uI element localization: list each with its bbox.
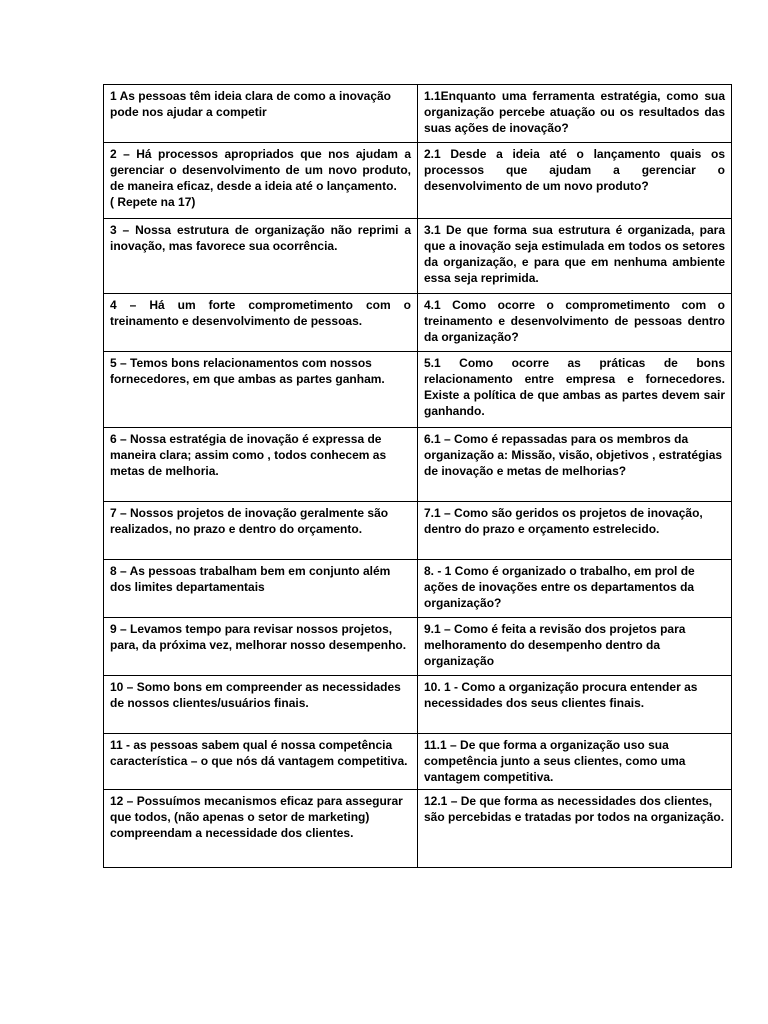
question-cell: 5.1 Como ocorre as práticas de bons relacionamento entre empresa e fornecedores. Existe a política de que ambas as partes devem sair ganhando. [418,352,732,428]
question-cell: 7.1 – Como são geridos os projetos de inovação, dentro do prazo e orçamento estrelecido. [418,502,732,560]
question-cell: 1.1Enquanto uma ferramenta estratégia, como sua organização percebe atuação ou os resultados das suas ações de inovação? [418,85,732,143]
question-cell: 4.1 Como ocorre o comprometimento com o treinamento e desenvolvimento de pessoas dentro da organização? [418,294,732,352]
statement-cell: 11 - as pessoas sabem qual é nossa competência característica – o que nós dá vantagem competitiva. [104,734,418,790]
question-cell: 10. 1 - Como a organização procura entender as necessidades dos seus clientes finais. [418,676,732,734]
statement-cell: 9 – Levamos tempo para revisar nossos projetos, para, da próxima vez, melhorar nosso desempenho. [104,618,418,676]
question-cell: 8. - 1 Como é organizado o trabalho, em prol de ações de inovações entre os departamentos da organização? [418,560,732,618]
question-cell: 12.1 – De que forma as necessidades dos clientes, são percebidas e tratadas por todos na organização. [418,790,732,868]
repeat-note: ( Repete na 17) [110,195,196,209]
statement-cell [104,143,418,219]
statement-cell: 7 – Nossos projetos de inovação geralmente são realizados, no prazo e dentro do orçamento. [104,502,418,560]
statement-cell: 4 – Há um forte comprometimento com o treinamento e desenvolvimento de pessoas. [104,294,418,352]
statement-cell: 10 – Somo bons em compreender as necessidades de nossos clientes/usuários finais. [104,676,418,734]
statement-cell: 5 – Temos bons relacionamentos com nossos fornecedores, em que ambas as partes ganham. [104,352,418,428]
table-row [104,143,732,219]
table-row [104,618,732,676]
question-cell: 9.1 – Como é feita a revisão dos projetos para melhoramento do desempenho dentro da organização [418,618,732,676]
question-table [103,84,732,868]
table-row [104,428,732,502]
table-row [104,790,732,868]
table-row [104,734,732,790]
table-row [104,352,732,428]
table-row [104,560,732,618]
statement-cell: 12 – Possuímos mecanismos eficaz para assegurar que todos, (não apenas o setor de marketing) compreendam a necessidade dos clientes. [104,790,418,868]
table-row [104,502,732,560]
statement-text: 2 – Há processos apropriados que nos ajudam a gerenciar o desenvolvimento de um novo produto, de maneira eficaz, desde a ideia até o lançamento. [110,147,411,193]
table-row [104,676,732,734]
question-cell: 3.1 De que forma sua estrutura é organizada, para que a inovação seja estimulada em todos os setores da organização, e para que em nenhuma ambiente essa seja reprimida. [418,219,732,294]
statement-cell: 1 As pessoas têm ideia clara de como a inovação pode nos ajudar a competir [104,85,418,143]
table-row [104,294,732,352]
statement-cell: 6 – Nossa estratégia de inovação é expressa de maneira clara; assim como , todos conhecem as metas de melhoria. [104,428,418,502]
question-cell: 2.1 Desde a ideia até o lançamento quais os processos que ajudam a gerenciar o desenvolvimento de um novo produto? [418,143,732,219]
document-sheet [103,84,731,868]
table-row [104,85,732,143]
statement-cell: 3 – Nossa estrutura de organização não reprimi a inovação, mas favorece sua ocorrência. [104,219,418,294]
statement-cell: 8 – As pessoas trabalham bem em conjunto além dos limites departamentais [104,560,418,618]
table-row [104,219,732,294]
question-cell: 11.1 – De que forma a organização uso sua competência junto a seus clientes, como uma vantagem competitiva. [418,734,732,790]
question-cell: 6.1 – Como é repassadas para os membros da organização a: Missão, visão, objetivos , estratégias de inovação e metas de melhorias? [418,428,732,502]
